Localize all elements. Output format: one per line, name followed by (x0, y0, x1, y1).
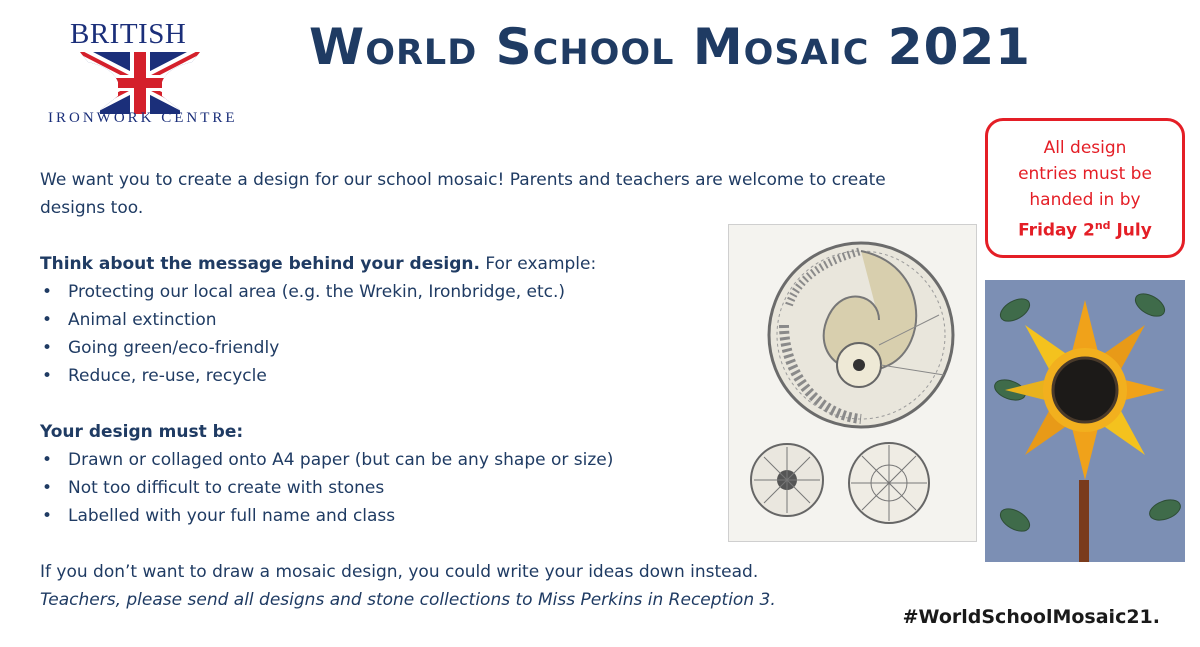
notice-date-month: July (1110, 220, 1152, 241)
anvil-flag-icon (80, 52, 200, 114)
page-title: World School Mosaic 2021 (309, 18, 1031, 76)
list-item: • Drawn or collaged onto A4 paper (but can be any shape or size) (40, 446, 740, 474)
notice-line-2: entries must be (1018, 164, 1152, 184)
main-content (40, 166, 886, 614)
list-item: • Going green/eco-friendly (40, 334, 740, 362)
list-item: • Labelled with your full name and class (40, 502, 740, 530)
list-item: • Animal extinction (40, 306, 740, 334)
notice-date (988, 213, 1182, 244)
think-suffix: For example: (479, 254, 597, 274)
british-ironwork-centre-logo (40, 10, 260, 135)
think-list (40, 278, 740, 390)
must-list (40, 446, 740, 530)
deadline-notice (985, 118, 1185, 258)
notice-date-sup: nd (1094, 219, 1111, 232)
notice-date-day: Friday 2 (1018, 220, 1095, 241)
think-heading: Think about the message behind your design. (40, 254, 480, 274)
logo-bottom-text: IRONWORK CENTRE (48, 110, 238, 126)
logo-top-text: BRITISH (70, 18, 187, 50)
mosaic-sketch-image (728, 224, 977, 542)
list-item: • Reduce, re-use, recycle (40, 362, 740, 390)
notice-line-3: handed in by (1029, 190, 1141, 210)
list-item: • Protecting our local area (e.g. the Wrekin, Ironbridge, etc.) (40, 278, 740, 306)
notice-line-1: All design (1043, 138, 1127, 158)
hashtag: #WorldSchoolMosaic21. (902, 606, 1160, 628)
list-item: • Not too difficult to create with stones (40, 474, 740, 502)
footer-line: If you don’t want to draw a mosaic design, you could write your ideas down instead. (40, 562, 759, 582)
think-paragraph (40, 250, 740, 278)
footer-italic: Teachers, please send all designs and stone collections to Miss Perkins in Reception 3. (40, 590, 776, 610)
intro-text: We want you to create a design for our school mosaic! Parents and teachers are welcome to create designs too. (40, 170, 886, 218)
must-heading: Your design must be: (40, 422, 244, 442)
sunflower-mosaic-photo (985, 280, 1185, 562)
